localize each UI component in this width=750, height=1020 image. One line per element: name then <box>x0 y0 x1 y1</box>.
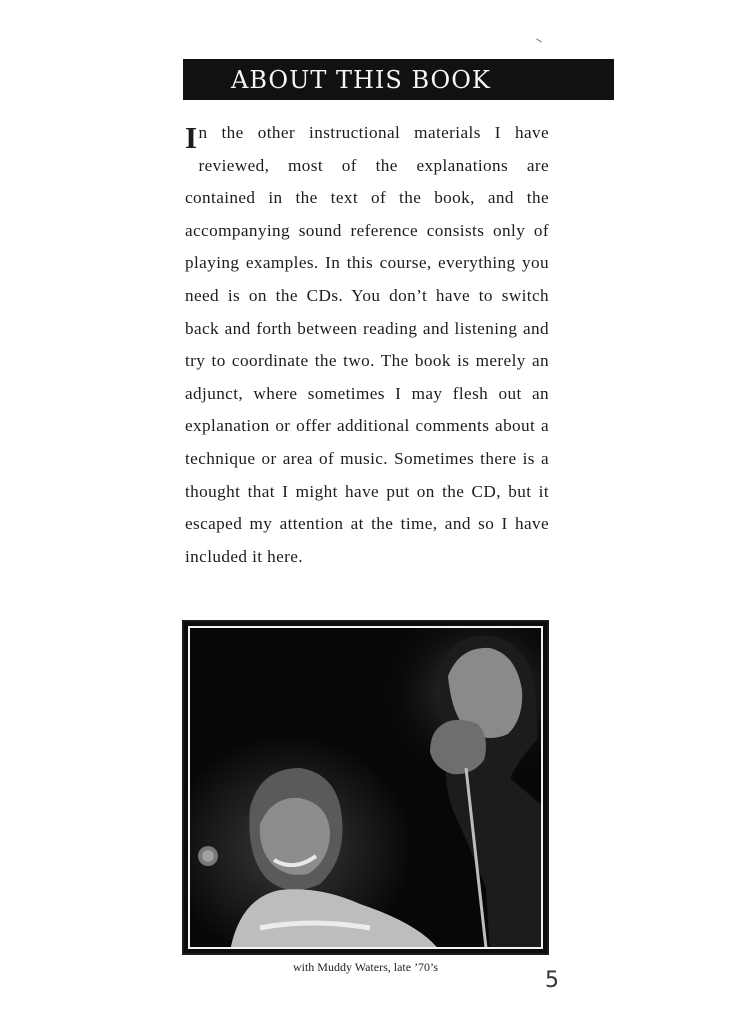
page-number: 5 <box>545 968 559 993</box>
body-paragraph <box>185 117 549 573</box>
microphone <box>198 846 218 866</box>
section-title: ABOUT THIS BOOK <box>231 65 491 94</box>
photo <box>188 626 543 949</box>
section-header <box>183 59 614 100</box>
photo-frame <box>182 620 549 955</box>
photo-image <box>190 628 543 949</box>
drop-cap: I <box>185 120 198 155</box>
page-speck <box>536 38 541 42</box>
body-text: n the other instructional materials I have reviewed, most of the explanations are contained in the text of the book, and the accompanying sound reference consists only of playing examples. In this course, everything you need is on the CDs. You don’t have to switch back and forth between reading and listening and try to coordinate the two. The book is merely an adjunct, where sometimes I may flesh out an explanation or offer additional comments about a technique or area of music. Sometimes there is a thought that I might have put on the CD, but it escaped my attention at the time, and so I have included it here. <box>185 123 549 566</box>
photo-caption: with Muddy Waters, late ’70’s <box>292 960 439 974</box>
